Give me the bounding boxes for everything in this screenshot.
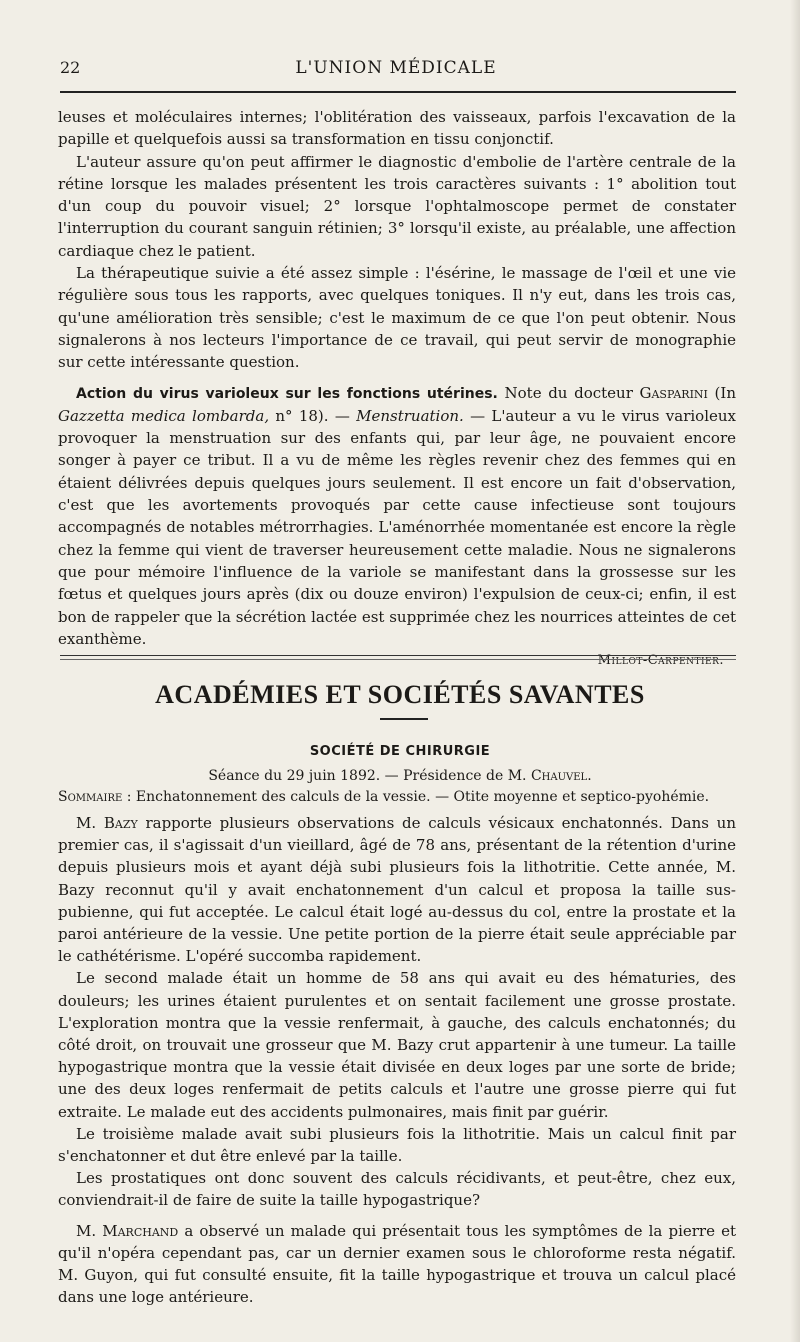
- paragraph: Les prostatiques ont donc souvent des calculs récidivants, et peut-être, chez eux, conviendrait-il de faire de suite la taille hypogastrique?: [58, 1169, 736, 1210]
- section-title: ACADÉMIES ET SOCIÉTÉS SAVANTES: [155, 680, 645, 709]
- speaker-name: Bazy: [103, 814, 138, 832]
- paragraph: [58, 1220, 736, 1309]
- article-subject: Menstruation.: [356, 406, 464, 425]
- article-text: — L'auteur a vu le virus varioleux provoquer la menstruation sur des enfants qui, par leur âge, ne pouvaient encore songer à payer ce tribut. Il a vu de même les règles revenir chez des femmes qui en étaient délivrées depuis quelques jours seulement. Il est encore un fait d'observation, c'est que les avortements provoqués par cette cause infectieuse sont toujours accompagnés de notables métrorrhagies. L'aménorrhée momentanée est encore la règle chez la femme qui vient de traverser heureusement cette maladie. Nous ne signalerons que pour mémoire l'influence de la variole se manifestant dans la grossesse sur les fœtus et quelques jours après (dix ou douze environ) l'expulsion de ceux-ci; enfin, il est bon de rappeler que la sécrétion lactée est supprimée chez les nourrices atteintes de cet exanthème.: [58, 406, 736, 648]
- paragraph: Le troisième malade avait subi plusieurs fois la lithotritie. Mais un calcul finit par s'enchatonner et dut être enlevé par la taille.: [58, 1124, 736, 1166]
- running-title: L'UNION MÉDICALE: [295, 58, 497, 78]
- speaker-name: Marchand: [102, 1221, 179, 1240]
- spacer: [58, 374, 736, 382]
- paragraph: [58, 812, 736, 967]
- sommaire-label: Sommaire: [58, 789, 123, 805]
- title-rule: [380, 718, 428, 720]
- paragraph-text: a observé un malade qui présentait tous les symptômes de la pierre et qu'il n'opéra cependant pas, car un dernier examen sous le chloroforme resta négatif. M. Guyon, qui fut consulté ensuite, fit la taille hypogastrique et trouva un calcul placé dans une loge antérieure.: [58, 1221, 736, 1307]
- section-separator: [60, 655, 736, 660]
- header-rule: [60, 91, 736, 93]
- president-name: Chauvel.: [530, 768, 592, 784]
- sommaire: [58, 789, 738, 805]
- signature: Millot-Carpentier.: [597, 653, 724, 669]
- article-author: Gasparini: [639, 383, 708, 402]
- report-body: [58, 812, 736, 1308]
- separator-rule: [60, 655, 736, 656]
- page-header: [56, 58, 736, 88]
- paragraph-text: rapporte plusieurs observations de calculs vésicaux enchatonnés. Dans un premier cas, il s'agissait d'un vieillard, âgé de 78 ans, présentant de la rétention d'urine depuis plusieurs mois et ayant déjà subi plusieurs fois la lithotritie. Cette année, M. Bazy reconnut qu'il y avait enchatonnement d'un calcul et proposa la taille sus-pubienne, qui fut acceptée. Le calcul était logé au-dessus du col, entre la prostate et la paroi antérieure de la vessie. Une petite portion de la pierre était seule appréciable par le cathétérisme. L'opéré succomba rapidement.: [58, 814, 736, 966]
- prefix: M.: [76, 1221, 103, 1240]
- paragraph: L'auteur assure qu'on peut affirmer le diagnostic d'embolie de l'artère centrale de la rétine lorsque les malades présentent les trois caractères suivants : 1° abolition tout d'un coup du pouvoir visuel; 2° lorsque l'ophtalmoscope permet de constater l'interruption du courant sanguin rétinien; 3° lorsqu'il existe, au préalable, une affection cardiaque chez le patient.: [58, 152, 736, 260]
- paragraph: Le second malade était un homme de 58 ans qui avait eu des hématuries, des douleurs; les urines étaient purulentes et on sentait facilement une grosse prostate. L'exploration montra que la vessie renfermait, à gauche, des calculs enchatonnés; du côté droit, on trouvait une grosseur que M. Bazy crut appartenir à une tumeur. La taille hypogastrique montra que la vessie était divisée en deux loges par une sorte de bride; une des deux loges renfermait de petits calculs et l'autre une grosse pierre qui fut extraite. Le malade eut des accidents pulmonaires, mais finit par guérir.: [58, 969, 736, 1121]
- prefix: M.: [76, 814, 104, 832]
- page-number: 22: [60, 58, 81, 77]
- seance-text: Séance du 29 juin 1892. — Présidence de M.: [208, 768, 531, 784]
- source-journal: Gazzetta medica lombarda,: [58, 406, 270, 425]
- sommaire-text: : Enchatonnement des calculs de la vessie. — Otite moyenne et septico-pyohémie.: [122, 789, 710, 805]
- varioleux-article: [58, 382, 736, 651]
- source-number: n° 18). —: [269, 406, 357, 425]
- paragraph: leuses et moléculaires internes; l'oblitération des vaisseaux, parfois l'excavation de la papille et quelquefois aussi sa transformation en tissu conjonctif.: [58, 108, 736, 149]
- seance-line: [0, 768, 800, 784]
- spacer: [58, 1212, 736, 1220]
- paragraph: La thérapeutique suivie a été assez simple : l'ésérine, le massage de l'œil et une vie régulière sous tous les rapports, avec quelques toniques. Il n'y eut, dans les trois cas, qu'une amélioration très sensible; c'est le maximum de ce que l'on peut obtenir. Nous signalerons à nos lecteurs l'importance de ce travail, qui peut servir de monographie sur cette intéressante question.: [58, 264, 736, 372]
- society-title: SOCIÉTÉ DE CHIRURGIE: [309, 744, 491, 759]
- source-open: (In: [707, 383, 736, 402]
- page-edge-shadow: [790, 0, 800, 1342]
- article-lead: Note du docteur: [497, 383, 640, 402]
- separator-rule: [60, 659, 736, 660]
- article-body: [58, 106, 736, 672]
- article-title: Action du virus varioleux sur les fonctions utérines.: [76, 385, 498, 402]
